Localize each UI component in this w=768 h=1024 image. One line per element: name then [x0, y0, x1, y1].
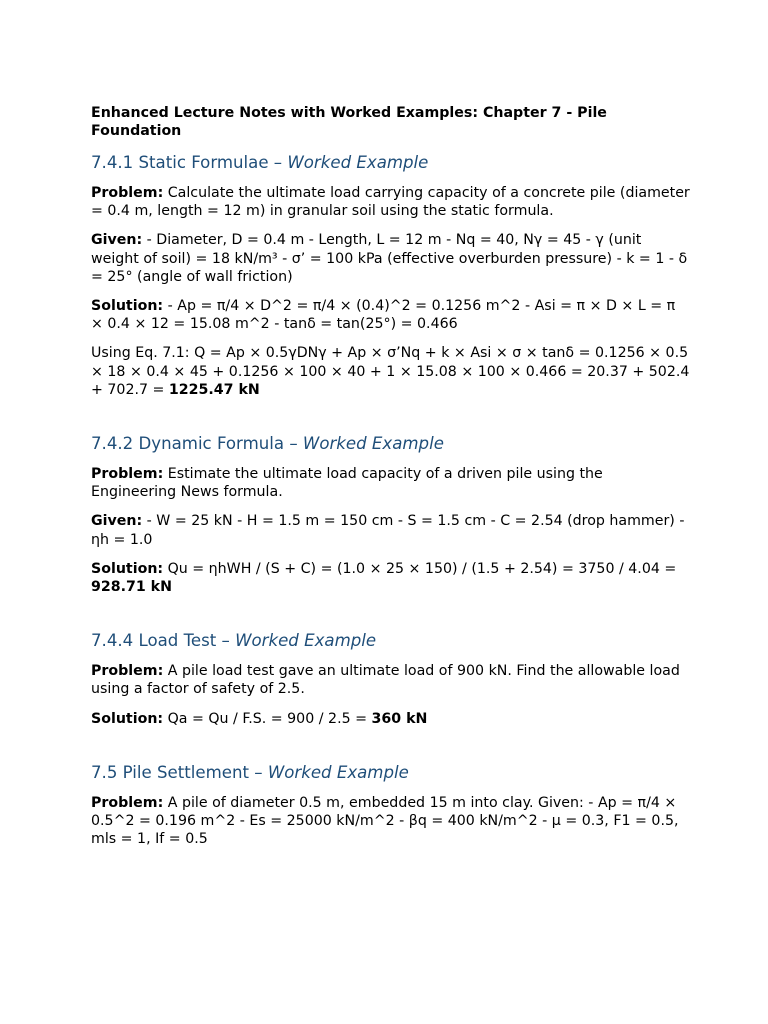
- solution-text: Qa = Qu / F.S. = 900 / 2.5 =: [163, 710, 372, 727]
- problem-label: Problem:: [91, 185, 164, 201]
- solution-label: Solution:: [91, 298, 164, 315]
- problem-text: A pile of diameter 0.5 m, embedded 15 m into clay. Given: - Ap = π/4 × 0.5^2 = 0.196 m^2 - Es = 25000 kN/m^2 - βq = 400 kN/m^2 - μ = 0.3, F1 = 0.5, mls = 1, If = 0.5: [91, 794, 679, 848]
- solution-paragraph: [91, 560, 691, 596]
- solution-text: Qu = ηhWH / (S + C) = (1.0 × 25 × 150) / (1.5 + 2.54) = 3750 / 4.04 =: [163, 560, 677, 577]
- given-label: Given:: [91, 232, 143, 249]
- given-text: - Diameter, D = 0.4 m - Length, L = 12 m - Nq = 40, Nγ = 45 - γ (unit weight of soil) = 18 kN/m³ - σ’ = 100 kPa (effective overburden pressure) - k = 1 - δ = 25° (angle of wall friction): [91, 232, 688, 285]
- heading-text: 7.5 Pile Settlement –: [91, 762, 268, 782]
- problem-paragraph: [91, 662, 691, 698]
- problem-label: Problem:: [91, 663, 164, 680]
- calculation-text: Using Eq. 7.1: Q = Ap × 0.5γDNγ + Ap × σ’Nq + k × Asi × σ × tanδ = 0.1256 × 0.5 × 18 × 0.4 × 45 + 0.1256 × 100 × 40 + 1 × 15.08 × 100 × 0.466 = 20.37 + 502.4 + 702.7 =: [91, 345, 690, 398]
- section-static-formulae: [91, 152, 691, 399]
- solution-label: Solution:: [91, 560, 164, 577]
- problem-label: Problem:: [91, 466, 164, 483]
- section-load-test: [91, 630, 691, 728]
- given-paragraph: [91, 231, 691, 286]
- given-paragraph: [91, 512, 691, 548]
- document-page: [91, 104, 691, 848]
- solution-paragraph: [91, 297, 691, 333]
- problem-paragraph: [91, 465, 691, 501]
- heading-italic: Worked Example: [235, 631, 377, 651]
- section-heading: [91, 433, 691, 455]
- solution-paragraph: [91, 710, 691, 728]
- given-text: - W = 25 kN - H = 1.5 m = 150 cm - S = 1.5 cm - C = 2.54 (drop hammer) - ηh = 1.0: [91, 513, 685, 548]
- heading-text: 7.4.2 Dynamic Formula –: [91, 434, 303, 454]
- solution-result: 928.71 kN: [91, 579, 172, 596]
- problem-text: Estimate the ultimate load capacity of a driven pile using the Engineering News formula.: [91, 466, 603, 501]
- solution-result: 360 kN: [371, 710, 428, 727]
- problem-text: Calculate the ultimate load carrying capacity of a concrete pile (diameter = 0.4 m, length = 12 m) in granular soil using the static formula.: [91, 185, 690, 220]
- problem-text: A pile load test gave an ultimate load of 900 kN. Find the allowable load using a factor of safety of 2.5.: [91, 663, 680, 698]
- calculation-paragraph: [91, 344, 691, 399]
- section-heading: [91, 630, 691, 652]
- heading-text: 7.4.1 Static Formulae –: [91, 153, 288, 172]
- section-pile-settlement: [91, 762, 691, 849]
- solution-text: - Ap = π/4 × D^2 = π/4 × (0.4)^2 = 0.1256 m^2 - Asi = π × D × L = π × 0.4 × 12 = 15.08 m^2 - tanδ = tan(25°) = 0.466: [91, 298, 676, 333]
- heading-text: 7.4.4 Load Test –: [91, 631, 236, 651]
- solution-label: Solution:: [91, 710, 164, 727]
- given-label: Given:: [91, 513, 143, 530]
- problem-paragraph: [91, 184, 691, 220]
- section-dynamic-formula: [91, 433, 691, 596]
- section-heading: [91, 762, 691, 784]
- section-heading: [91, 152, 691, 174]
- heading-italic: Worked Example: [267, 762, 409, 782]
- calculation-result: 1225.47 kN: [168, 381, 260, 398]
- heading-italic: Worked Example: [287, 153, 429, 172]
- problem-label: Problem:: [91, 794, 164, 811]
- document-title: Enhanced Lecture Notes with Worked Examples: Chapter 7 - Pile Foundation: [91, 105, 607, 139]
- problem-paragraph: [91, 794, 691, 849]
- heading-italic: Worked Example: [302, 434, 444, 454]
